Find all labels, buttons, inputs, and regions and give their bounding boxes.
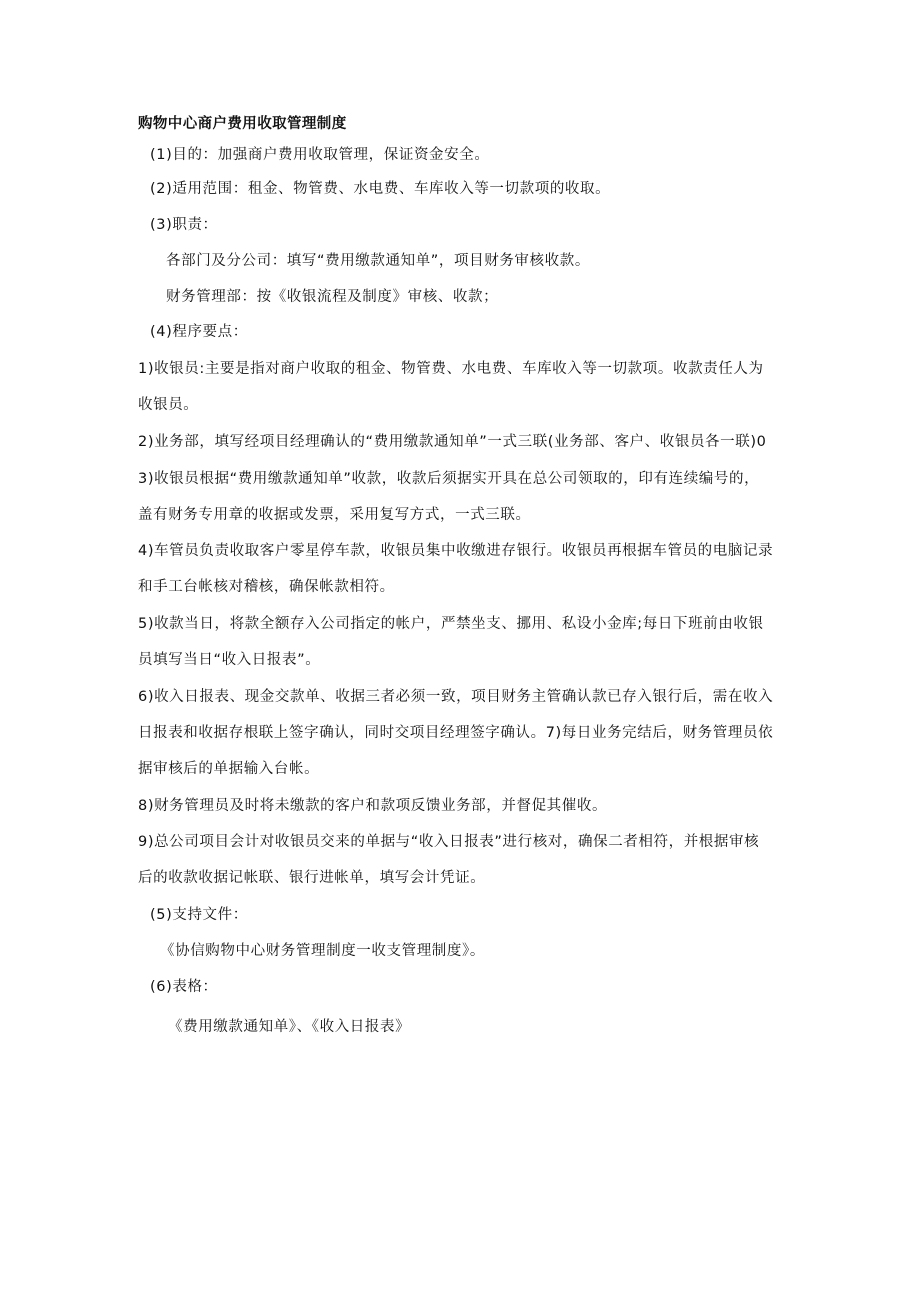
procedure-item-9-line-2: 后的收款收据记帐联、银行进帐单，填写会计凭证。 xyxy=(138,870,486,886)
procedure-item-3-line-1: 3)收银员根据“费用缴款通知单”收款，收款后须据实开具在总公司领取的，印有连续编号的， xyxy=(138,471,760,487)
section-support-heading: (5)支持文件： xyxy=(150,907,248,923)
procedure-item-4-line-2: 和手工台帐核对稽核，确保帐款相符。 xyxy=(138,579,395,595)
forms-text: 《费用缴款通知单》、《收入日报表》 xyxy=(168,1019,411,1035)
procedure-item-6-line-1: 6)收入日报表、现金交款单、收据三者必须一致，项目财务主管确认款已存入银行后，需在收入 xyxy=(138,689,774,705)
section-forms-heading: (6)表格： xyxy=(150,979,218,995)
document-title: 购物中心商户费用收取管理制度 xyxy=(138,116,347,132)
procedure-item-5-line-1: 5)收款当日，将款全额存入公司指定的帐户，严禁坐支、挪用、私设小金库;每日下班前由收银 xyxy=(138,616,764,632)
procedure-item-6-line-3: 据审核后的单据输入台帐。 xyxy=(138,761,320,777)
procedure-item-2-line-1: 2)业务部，填写经项目经理确认的“费用缴款通知单”一式三联(业务部、客户、收银员各一联)0 xyxy=(138,434,767,450)
duty-finance: 财务管理部：按《收银流程及制度》审核、收款； xyxy=(166,289,499,305)
section-scope: (2)适用范围：租金、物管费、水电费、车库收入等一切款项的收取。 xyxy=(150,181,611,197)
section-procedure-heading: (4)程序要点： xyxy=(150,324,248,340)
procedure-item-8-line-1: 8)财务管理员及时将未缴款的客户和款项反馈业务部，并督促其催收。 xyxy=(138,798,608,814)
duty-departments: 各部门及分公司：填写“费用缴款通知单”，项目财务审核收款。 xyxy=(166,253,590,269)
procedure-item-1-line-2: 收银员。 xyxy=(138,397,199,413)
section-purpose: (1)目的：加强商户费用收取管理，保证资金安全。 xyxy=(150,147,490,163)
procedure-item-4-line-1: 4)车管员负责收取客户零星停车款，收银员集中收缴进存银行。收银员再根据车管员的电脑记录 xyxy=(138,543,774,559)
procedure-item-9-line-1: 9)总公司项目会计对收银员交来的单据与“收入日报表”进行核对，确保二者相符，并根据审核 xyxy=(138,834,760,850)
procedure-item-1-line-1: 1)收银员:主要是指对商户收取的租金、物管费、水电费、车库收入等一切款项。收款责任人为 xyxy=(138,361,764,377)
support-text: 《协信购物中心财务管理制度一收支管理制度》。 xyxy=(160,943,485,959)
section-duties-heading: (3)职责： xyxy=(150,217,218,233)
procedure-item-3-line-2: 盖有财务专用章的收据或发票，采用复写方式，一式三联。 xyxy=(138,507,531,523)
procedure-item-6-line-2: 日报表和收据存根联上签字确认，同时交项目经理签字确认。7)每日业务完结后，财务管理员依 xyxy=(138,725,774,741)
procedure-item-5-line-2: 员填写当日“收入日报表”。 xyxy=(138,652,321,668)
